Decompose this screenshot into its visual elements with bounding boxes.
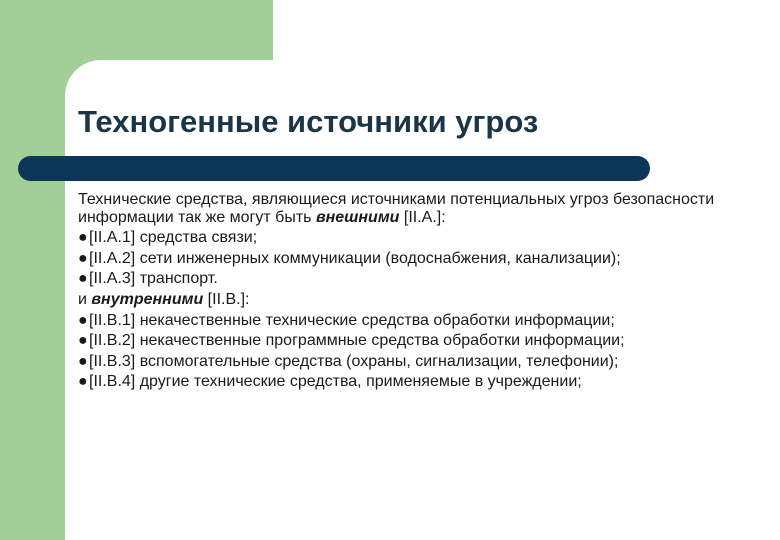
- list-item-text: [II.B.4] другие технические средства, применяемые в учреждении;: [89, 373, 582, 391]
- list-item: [78, 250, 768, 268]
- bullet-icon: ●: [78, 249, 88, 267]
- bullet-icon: ●: [78, 352, 88, 370]
- list-item: [78, 229, 768, 247]
- list-item: [78, 312, 768, 330]
- intro-suffix: [II.A.]:: [399, 208, 446, 226]
- list-item-text: [II.A.1] средства связи;: [89, 229, 258, 247]
- list-item-text: [II.A.2] сети инженерных коммуникации (водоснабжения, канализации);: [89, 249, 621, 267]
- list-item: [78, 353, 768, 371]
- internal-paragraph: [78, 291, 768, 309]
- internal-emphasis: внутренними: [91, 290, 204, 308]
- intro-paragraph: [78, 191, 768, 226]
- internal-suffix: [II.B.]:: [203, 290, 250, 308]
- list-item: [78, 332, 768, 350]
- intro-emphasis: внешними: [315, 208, 400, 226]
- list-item: [78, 373, 768, 391]
- bullet-icon: ●: [78, 270, 88, 288]
- bullet-icon: ●: [78, 332, 88, 350]
- list-item-text: [II.B.1] некачественные технические средства обработки информации;: [89, 311, 615, 329]
- list-item-text: [II.B.3] вспомогательные средства (охраны, сигнализации, телефонии);: [89, 352, 619, 370]
- bullet-icon: ●: [78, 311, 88, 329]
- slide-body: [78, 191, 768, 394]
- bullet-icon: ●: [78, 229, 88, 247]
- list-item: [78, 270, 768, 288]
- slide-title: Техногенные источники угроз: [78, 104, 539, 139]
- title-underline-bar: [18, 156, 650, 181]
- bullet-icon: ●: [78, 373, 88, 391]
- list-item-text: [II.A.3] транспорт.: [89, 270, 218, 288]
- intro-text: Технические средства, являющиеся источниками потенциальных угроз безопасности информации так же могут быть: [78, 191, 715, 226]
- list-item-text: [II.B.2] некачественные программные средства обработки информации;: [89, 332, 625, 350]
- internal-prefix: и: [78, 290, 92, 308]
